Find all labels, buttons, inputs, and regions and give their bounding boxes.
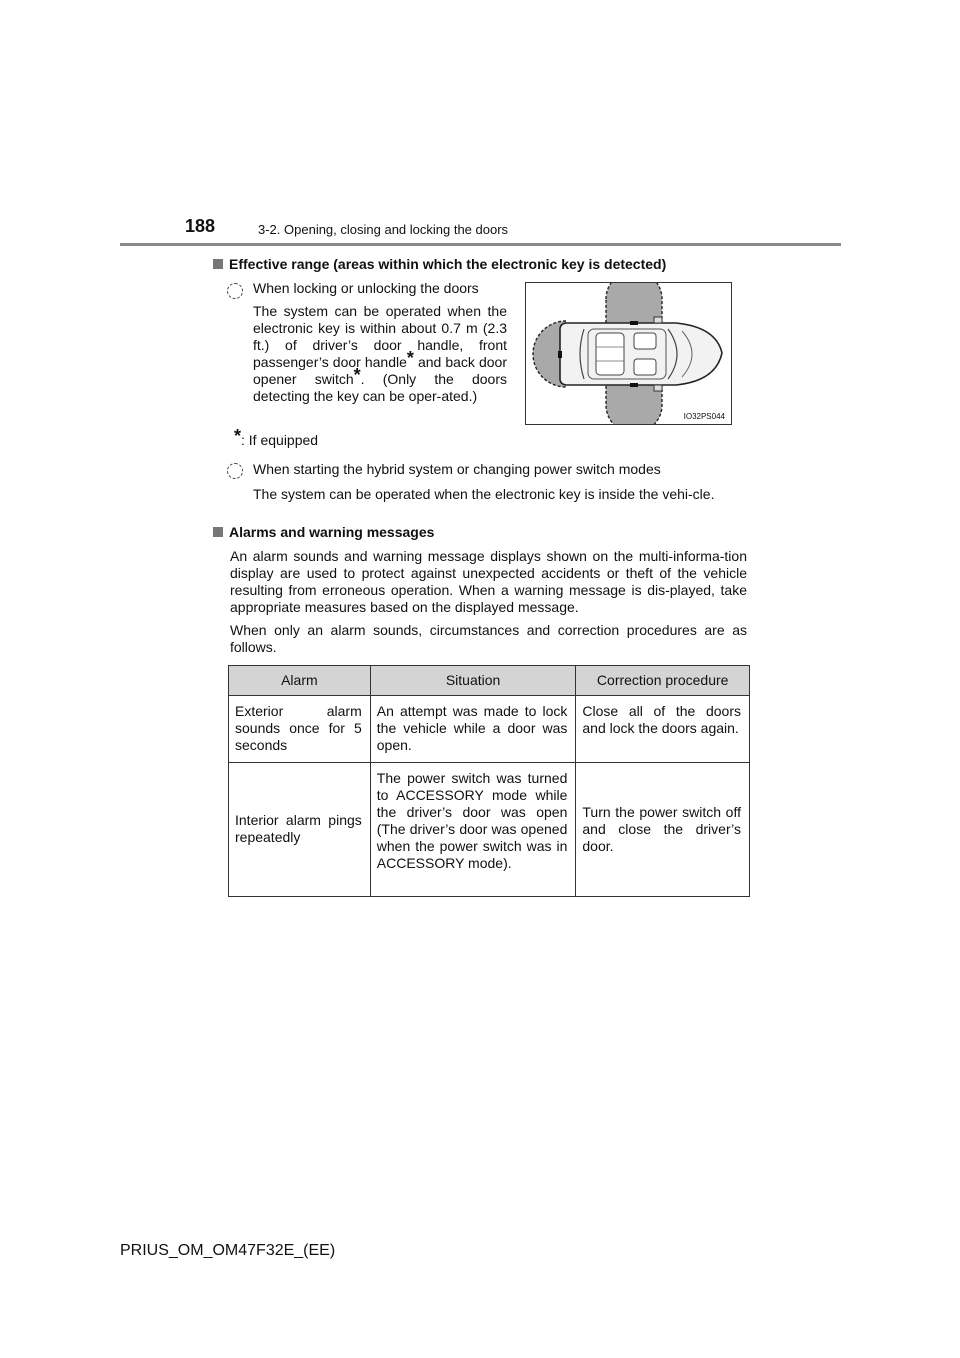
item1-body: The system can be operated when the electronic key is within about 0.7 m (2.3 ft.) of driver’s door handle, front passenger’s door handle* and back door opener switch*. (Only the doors detecting the key can be oper-ated.)	[253, 303, 507, 404]
square-bullet-icon	[213, 259, 223, 269]
footnote: *: If equipped	[234, 426, 319, 448]
alarms-paragraph-1: An alarm sounds and warning message displays shown on the multi-informa-tion display are used to protect against unexpected accidents or theft of the vehicle resulting from erroneous operation. When a warning message is dis-played, take appropriate measures based on the displayed message.	[230, 548, 747, 615]
car-body	[560, 323, 722, 385]
table-cell: Turn the power switch off and close the driver’s door.	[576, 763, 750, 897]
dashed-circle-icon	[227, 283, 243, 299]
table-row	[229, 763, 750, 897]
document-code: PRIUS_OM_OM47F32E_(EE)	[120, 1242, 336, 1259]
dashed-circle-icon	[227, 463, 243, 479]
square-bullet-icon	[213, 527, 223, 537]
table-cell: The power switch was turned to ACCESSORY mode while the driver’s door was open (The driver’s door was opened when the power switch was in ACCESSORY mode).	[370, 763, 576, 897]
table-cell: Interior alarm pings repeatedly	[229, 763, 371, 897]
item2-title: When starting the hybrid system or changing power switch modes	[253, 461, 661, 477]
item1-title: When locking or unlocking the doors	[253, 280, 479, 296]
header-rule	[120, 243, 841, 246]
table-header-row	[229, 666, 750, 696]
table-cell: Close all of the doors and lock the doors again.	[576, 696, 750, 763]
col-header-alarm: Alarm	[229, 666, 371, 696]
car-top-view-icon	[526, 283, 731, 424]
table-cell: Exterior alarm sounds once for 5 seconds	[229, 696, 371, 763]
alarm-table	[228, 665, 750, 897]
asterisk-mark: *	[234, 426, 242, 447]
alarms-paragraph-2: When only an alarm sounds, circumstances and correction procedures are as follows.	[230, 622, 747, 655]
asterisk-mark: *	[406, 348, 414, 369]
page-number: 188	[185, 216, 216, 236]
col-header-correction: Correction procedure	[576, 666, 750, 696]
table-row	[229, 696, 750, 763]
section-title: 3-2. Opening, closing and locking the doors	[258, 222, 509, 237]
asterisk-mark: *	[353, 365, 361, 386]
table-cell: An attempt was made to lock the vehicle while a door was open.	[370, 696, 576, 763]
item2-body: The system can be operated when the electronic key is inside the vehi-cle.	[253, 486, 715, 502]
car-detection-range-figure	[525, 282, 732, 425]
effective-range-heading: Effective range (areas within which the electronic key is detected)	[213, 256, 666, 272]
alarms-heading: Alarms and warning messages	[213, 524, 434, 540]
col-header-situation: Situation	[370, 666, 576, 696]
figure-id: IO32PS044	[683, 412, 725, 421]
